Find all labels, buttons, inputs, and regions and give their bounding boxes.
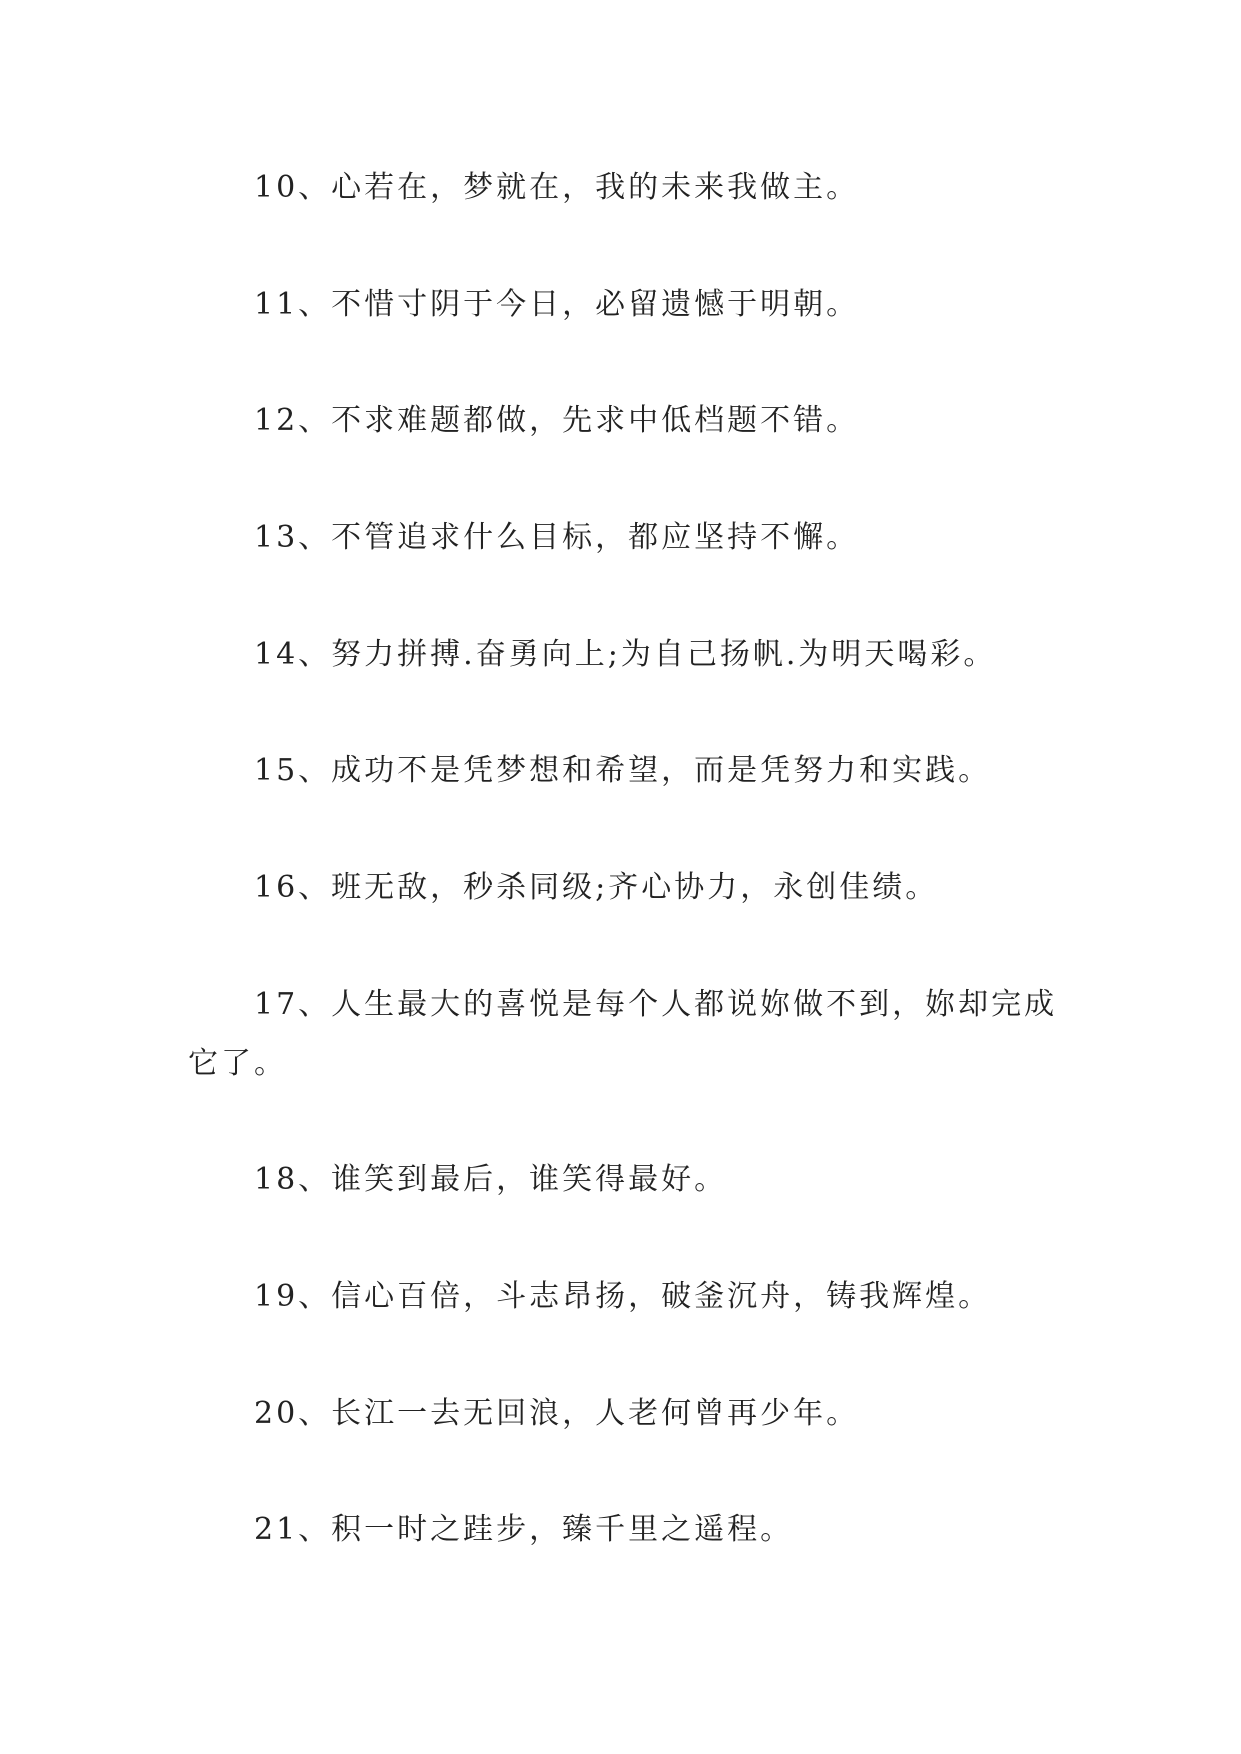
list-item-text: 20、长江一去无回浪，人老何曾再少年。 [254, 1396, 860, 1431]
list-item-text: 21、积一时之跬步，臻千里之遥程。 [254, 1512, 794, 1547]
list-item-text: 16、班无敌，秒杀同级;齐心协力，永创佳绩。 [254, 870, 939, 905]
list-item-text: 18、谁笑到最后，谁笑得最好。 [254, 1162, 728, 1197]
list-item-text: 17、人生最大的喜悦是每个人都说妳做不到，妳却完成 [254, 987, 1058, 1022]
list-item-text: 15、成功不是凭梦想和希望，而是凭努力和实践。 [254, 753, 992, 788]
list-item-text-continuation: 它了。 [188, 1046, 287, 1081]
list-item-text: 13、不管追求什么目标，都应坚持不懈。 [254, 520, 860, 555]
list-item-text: 14、努力拼搏.奋勇向上;为自己扬帆.为明天喝彩。 [254, 637, 997, 672]
list-item-text: 12、不求难题都做，先求中低档题不错。 [254, 403, 860, 438]
list-item-text: 11、不惜寸阴于今日，必留遗憾于明朝。 [254, 287, 860, 322]
list-item-text: 19、信心百倍，斗志昂扬，破釜沉舟，铸我辉煌。 [254, 1279, 992, 1314]
list-item-text: 10、心若在，梦就在，我的未来我做主。 [254, 170, 860, 205]
